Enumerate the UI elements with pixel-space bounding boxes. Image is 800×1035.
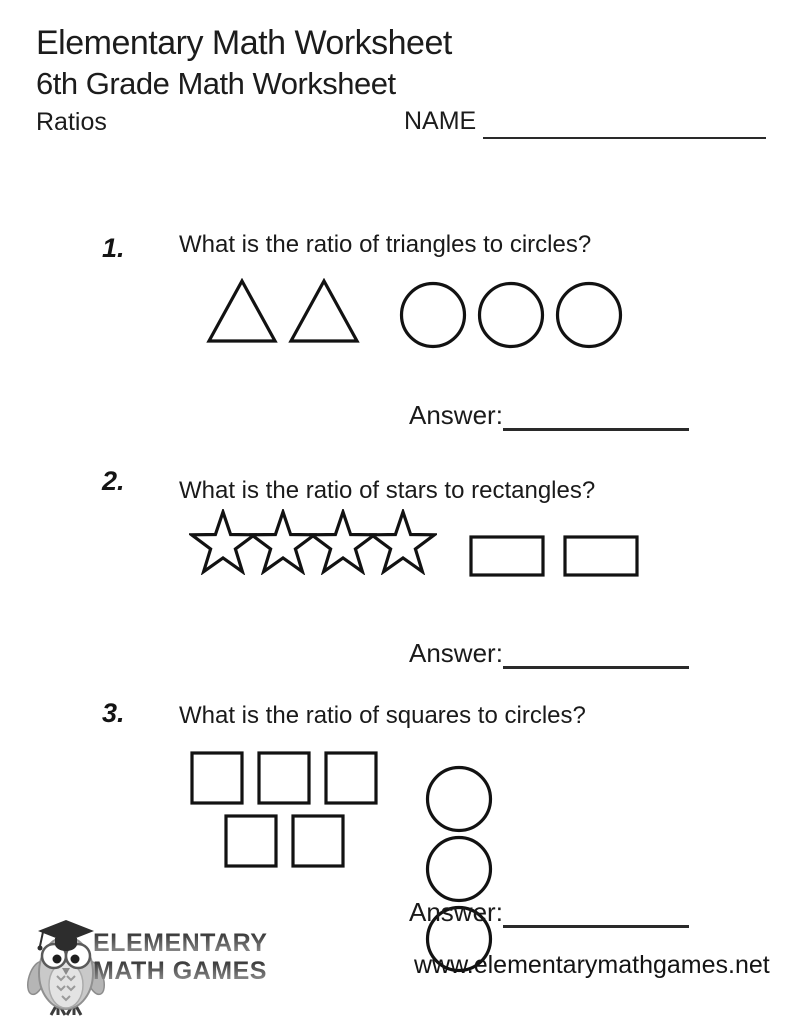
circle-shape <box>476 280 546 350</box>
question-2-answer-blank-line <box>503 638 689 669</box>
question-2-number: 2. <box>102 466 125 496</box>
question-1-number: 1. <box>102 233 125 263</box>
triangle-group <box>206 278 360 344</box>
circle-group-pyramid <box>397 764 521 974</box>
square-shape <box>291 814 345 868</box>
triangle-shape <box>206 278 278 344</box>
question-3-answer-label: Answer: <box>409 897 503 927</box>
question-1-answer-row <box>409 400 689 431</box>
worksheet-subtitle: 6th Grade Math Worksheet <box>36 66 396 101</box>
worksheet-title: Elementary Math Worksheet <box>36 24 452 62</box>
question-1-answer-label: Answer: <box>409 400 503 430</box>
logo-text-line2: MATH GAMES <box>93 957 267 985</box>
rectangle-shape <box>469 535 545 577</box>
square-shape <box>257 751 311 805</box>
star-shape <box>369 509 437 575</box>
star-shape <box>189 509 257 575</box>
circle-shape <box>398 280 468 350</box>
question-3-answer-row <box>409 897 689 928</box>
star-group <box>189 509 429 575</box>
star-shape <box>309 509 377 575</box>
square-shape <box>190 751 244 805</box>
topic-label: Ratios <box>36 108 107 136</box>
circle-group <box>398 280 624 350</box>
triangle-shape <box>288 278 360 344</box>
website-url: www.elementarymathgames.net <box>414 951 770 979</box>
square-shape <box>224 814 278 868</box>
question-2-answer-label: Answer: <box>409 638 503 668</box>
name-label: NAME <box>404 107 477 135</box>
circle-shape <box>424 764 494 834</box>
circle-shape <box>424 834 494 904</box>
question-1-answer-blank-line <box>503 400 689 431</box>
logo-text-line1: ELEMENTARY <box>93 929 268 957</box>
star-shape <box>249 509 317 575</box>
square-group <box>190 751 378 868</box>
question-3-text: What is the ratio of squares to circles? <box>179 702 586 729</box>
question-1-text: What is the ratio of triangles to circles? <box>179 231 592 258</box>
question-2-answer-row <box>409 638 689 669</box>
rectangle-shape <box>563 535 639 577</box>
rectangle-group <box>469 535 639 577</box>
question-2-text: What is the ratio of stars to rectangles? <box>179 477 596 504</box>
name-blank-line <box>483 107 766 139</box>
square-shape <box>324 751 378 805</box>
circle-shape <box>554 280 624 350</box>
name-row <box>404 107 766 139</box>
question-3-answer-blank-line <box>503 897 689 928</box>
question-3-number: 3. <box>102 698 125 728</box>
